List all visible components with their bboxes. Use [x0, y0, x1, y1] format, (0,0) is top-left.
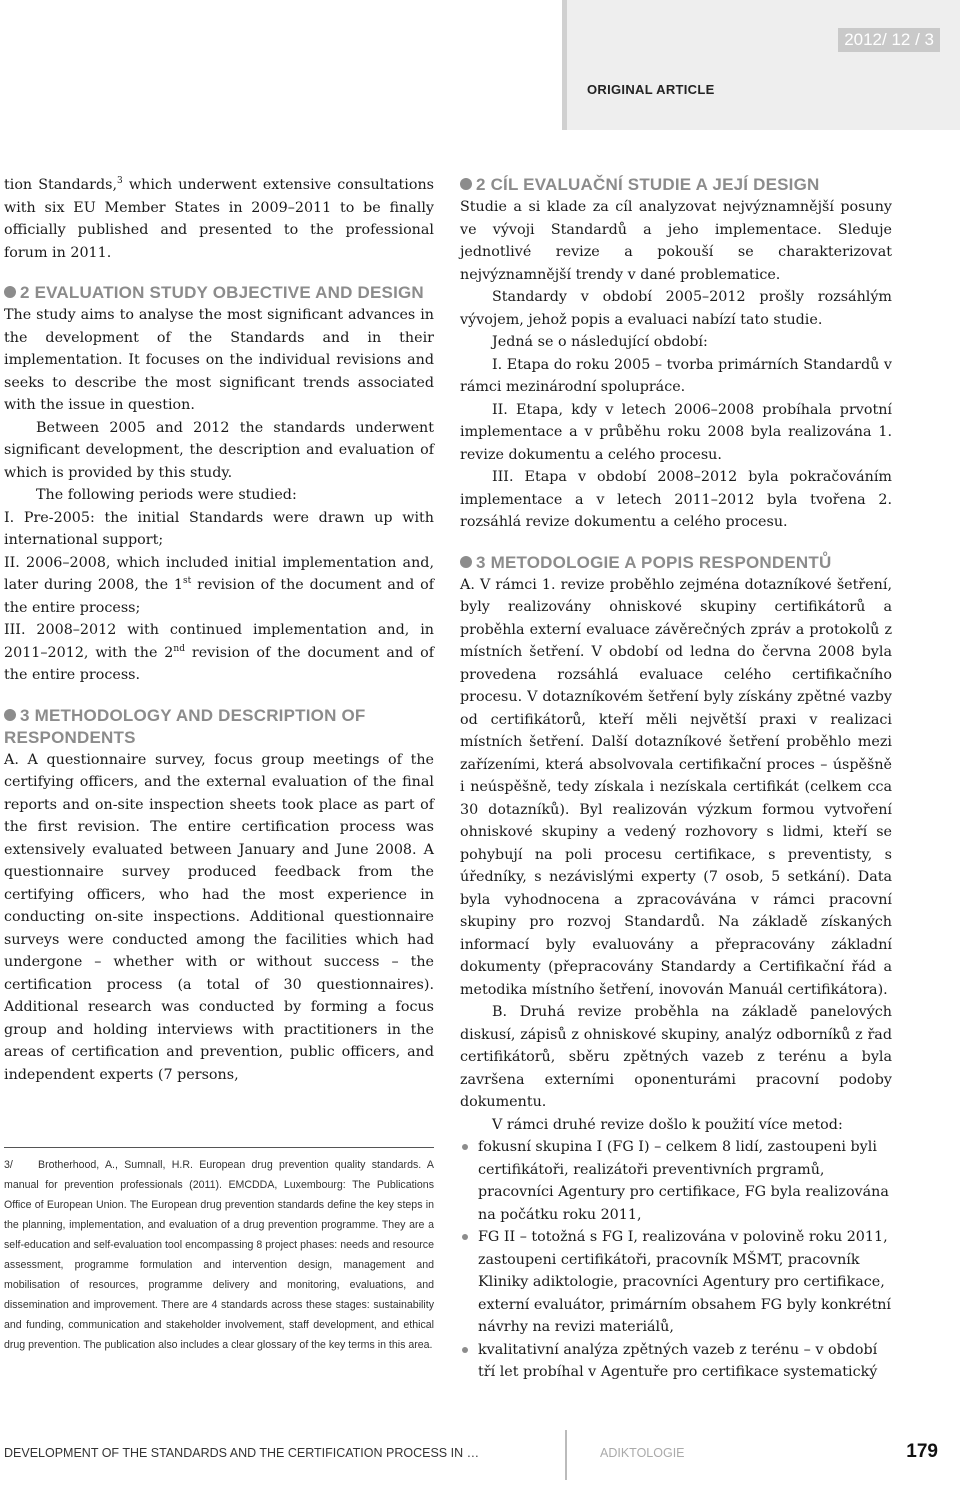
left-column	[4, 174, 434, 1086]
footnote-rule	[4, 1147, 434, 1148]
paragraph: III. Etapa v období 2008–2012 byla pokračováním implementace a v letech 2011–2012 byla tvořena 2. rozsáhlá revize dokumentu a celého procesu.	[460, 469, 892, 530]
bullet-dot-icon	[460, 556, 472, 568]
paragraph: A. V rámci 1. revize proběhlo zejména dotazníkové šetření, byly realizovány ohniskové skupiny certifikátorů a proběhla externí evaluace závěrečných zpráv a protokolů z místních šetření. V období od ledna do června 2008 byla provedena rozsáhlá evaluace celého certifikačního procesu. V dotazníkovém šetření byly získány zpětné vazby od certifikátorů, kteří měli největší praxi v realizaci místních šetření. Další dotazníkové šetření proběhlo mezi zařízeními, která absolvovala certifikační proces – úspěšně i neúspěšně, tedy získala i nezískala certifikát (celkem cca 30 dotazníků). Byl realizován výzkum formou vytvoření ohniskové skupiny a vedený rozhovory s lidmi, kteří se pohybují na poli procesu certifikace, s preventisty, s úředníky, s nezávislými experty (7 osob, 5 setkání). Data byla vyhodnocena a zpracovávána v rámci pracovní skupiny pro rozvoj Standardů. Na základě získaných informací byly evaluovány a přepracovány základní dokumenty (přepracovány Standardy a Certifikační řád a metodika místního šetření, inovován Manuál certifikátora).	[460, 576, 892, 998]
bullet-dot-icon	[460, 178, 472, 190]
bullet-dot-icon	[4, 286, 16, 298]
paragraph: II. Etapa, kdy v letech 2006–2008 probíhala prvotní implementace a v průběhu roku 2008 byla realizována 1. revize dokumentu a celého procesu.	[460, 401, 892, 463]
footnote	[4, 1155, 434, 1355]
page-number: 179	[906, 1441, 938, 1462]
running-title: DEVELOPMENT OF THE STANDARDS AND THE CERTIFICATION PROCESS IN …	[4, 1446, 480, 1460]
header-panel	[562, 0, 960, 130]
paragraph: The following periods were studied:	[36, 487, 297, 503]
paragraph: III. 2008–2012 with continued implementation and, in 2011–2012, with the 2nd revision of the document and of the entire process.	[4, 622, 434, 683]
footnote-text: Brotherhood, A., Sumnall, H.R. European drug prevention quality standards. A manual for prevention professionals (2011). EMCDDA, Luxembourg: The Publications Office of European Union. The European drug prevention standards define the key steps in the planning, implementation, and evaluation of a drug prevention programme. They are a self-education and self-evaluation tool encompassing 8 project phases: needs and resource assessment, programme formulation and intervention design, management and mobilisation of resources, programme delivery and monitoring, evaluations, and dissemination and improvement. There are 4 standards across these stages: sustainability and funding, communication and stakeholder involvement, staff development, and ethical drug prevention. The publication also includes a clear glossary of the key terms in this area.	[4, 1159, 434, 1351]
right-column	[460, 174, 892, 1384]
paragraph: Jedná se o následující období:	[492, 334, 708, 350]
method-list	[460, 1136, 892, 1384]
paragraph: Studie a si klade za cíl analyzovat nejvýznamnější posuny ve vývoji Standardů a jeho implementace. Sleduje jednotlivé revize a pokouší se charakterizovat nejvýznamnější trendy v dané problematice.	[460, 199, 892, 283]
footer-rule	[565, 1430, 567, 1480]
section-heading-3-cz: 3 METODOLOGIE A POPIS RESPONDENTŮ	[460, 552, 892, 574]
issue-number: 2012/ 12 / 3	[838, 28, 940, 52]
paragraph: I. Etapa do roku 2005 – tvorba primárních Standardů v rámci mezinárodní spolupráce.	[460, 356, 892, 395]
paragraph: V rámci druhé revize došlo k použití více metod:	[492, 1116, 843, 1133]
list-item: kvalitativní analýza zpětných vazeb z terénu – v období tří let probíhal v Agentuře pro certifikace systematický	[460, 1339, 892, 1384]
paragraph: I. Pre-2005: the initial Standards were drawn up with international support;	[4, 509, 434, 548]
header-rule	[562, 0, 567, 130]
section-heading-2-cz: 2 CÍL EVALUAČNÍ STUDIE A JEJÍ DESIGN	[460, 174, 892, 196]
article-type: ORIGINAL ARTICLE	[587, 82, 715, 97]
paragraph: A. A questionnaire survey, focus group meetings of the certifying officers, and the external evaluation of the final reports and on-site inspection sheets took place as part of the first revision. The entire certification process was extensively evaluated between January and June 2008. A questionnaire survey produced feedback from the certifying officers, who had the most experience in conducting on-site inspections. Additional questionnaire surveys were conducted among the facilities which had undergone – whether with or without success – the certification process (a total of 30 questionnaires). Additional research was conducted by forming a focus group and holding interviews with practitioners in the areas of certification and prevention, public officers, and independent experts (7 persons,	[4, 751, 434, 1083]
paragraph: The study aims to analyse the most significant advances in the development of the Standards and in their implementation. It focuses on the individual revisions and seeks to describe the most significant trends associated with the issue in question.	[4, 307, 434, 413]
journal-name: ADIKTOLOGIE	[600, 1446, 685, 1460]
paragraph: Standardy v období 2005–2012 prošly rozsáhlým vývojem, jehož popis a evaluaci nabízí tato studie.	[460, 289, 892, 328]
footnote-number: 3/	[4, 1159, 13, 1171]
paragraph: B. Druhá revize proběhla na základě panelových diskusí, zápisů z ohniskové skupiny, analýz odborníků z řad certifikátorů, sběru zpětných vazeb z terénu a byla završena externími oponenturámi pracovní podoby dokumentu.	[460, 1004, 892, 1110]
bullet-dot-icon	[4, 709, 16, 721]
list-item: FG II – totožná s FG I, realizována v polovině roku 2011, zastoupeni certifikátoři, pracovník MŠMT, pracovník Kliniky adiktologie, pracovníci Agentury pro certifikace, externí evaluátor, primárním obsahem FG byly konkrétní návrhy na revizi materiálů,	[460, 1226, 892, 1339]
bullet-icon	[462, 1347, 468, 1353]
list-item: fokusní skupina I (FG I) – celkem 8 lidí, zastoupeni byli certifikátoři, realizátoři preventivních prgramů, pracovníci Agentury pro certifikace, FG byla realizována na počátku roku 2011,	[460, 1136, 892, 1226]
paragraph: II. 2006–2008, which included initial implementation and, later during 2008, the 1st revision of the document and of the entire process;	[4, 554, 434, 616]
section-heading-3: 3 METHODOLOGY AND DESCRIPTION OF RESPONDENTS	[4, 705, 366, 747]
intro-paragraph: tion Standards,$^3$ which underwent extensive consultations with six EU Member States in 2009–2011 to be finally officially published and presented to the professional forum in 2011.	[4, 176, 434, 261]
section-heading-2: 2 EVALUATION STUDY OBJECTIVE AND DESIGN	[4, 282, 434, 304]
bullet-icon	[462, 1144, 468, 1150]
bullet-icon	[462, 1234, 468, 1240]
paragraph: Between 2005 and 2012 the standards underwent significant development, the description and evaluation of which is provided by this study.	[4, 419, 434, 481]
